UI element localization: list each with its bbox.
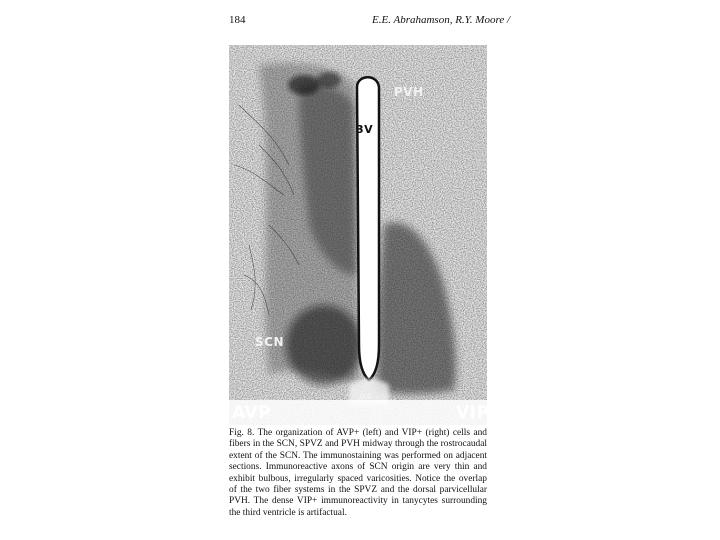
micrograph-figure: [229, 45, 490, 425]
avp-panel-label: AVP: [232, 403, 272, 423]
micrograph-image: [229, 45, 490, 425]
scn-label: SCN: [255, 335, 284, 349]
pvh-label: PVH: [394, 85, 424, 99]
running-head: E.E. Abrahamson, R.Y. Moore /: [372, 14, 511, 26]
optic-chiasm-label: oc: [359, 391, 373, 402]
third-ventricle-label: 3V: [356, 123, 374, 136]
figure-caption: Fig. 8. The organization of AVP+ (left) and VIP+ (right) cells and fibers in the SCN, SPVZ and PVH midway through the rostrocaudal extent of the SCN. The immunostaining was performed on adjacent sections. Immunoreactive axons of SCN origin are very thin and exhibit bulbous, irregularly spaced varicosities. Notice the overlap of the two fiber systems in the SPVZ and the dorsal parvicellular PVH. The dense VIP+ immunoreactivity in tanycytes surrounding the third ventricle is artifactual.: [229, 428, 487, 518]
page-number: 184: [229, 14, 246, 26]
vip-panel-label: VIP: [456, 403, 490, 423]
